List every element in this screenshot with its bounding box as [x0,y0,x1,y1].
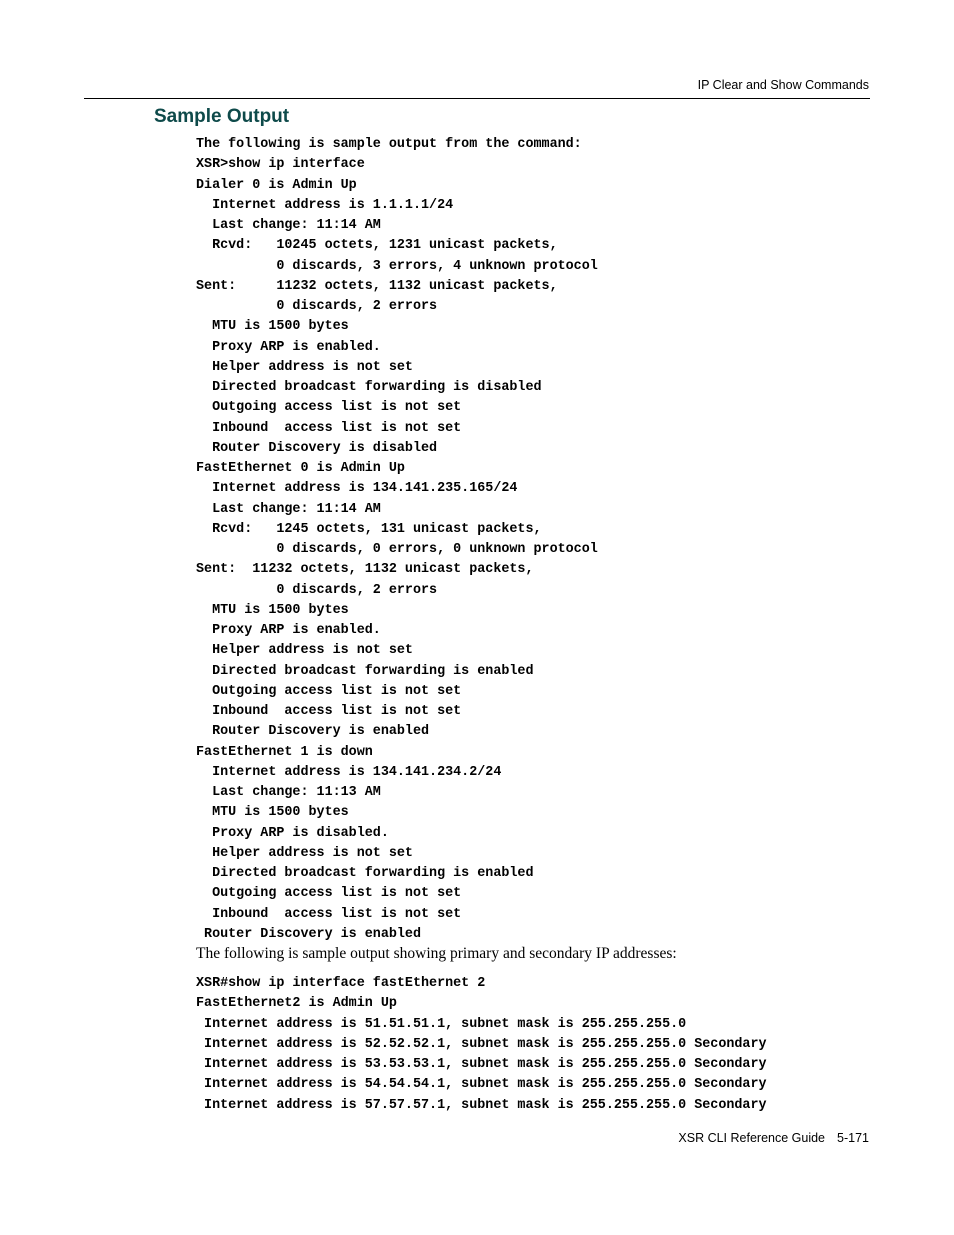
code-line: Inbound access list is not set [196,906,462,922]
code-line: Directed broadcast forwarding is disabled [196,380,542,395]
code-line: Dialer 0 is Admin Up [196,177,357,193]
code-line: MTU is 1500 bytes [196,602,349,618]
code-line: Internet address is 51.51.51.1, subnet mask is 255.255.255.0 [196,1016,687,1032]
code-line: Rcvd: 1245 octets, 131 unicast packets, [196,521,542,537]
code-line: Internet address is 57.57.57.1, subnet mask is 255.255.255.0 Secondary [196,1097,767,1113]
code-line: Sent: 11232 octets, 1132 unicast packets, [196,562,534,578]
code-line: MTU is 1500 bytes [196,805,349,821]
section-title: Sample Output [154,106,290,127]
code-line: Router Discovery is enabled [196,724,430,740]
code-line: Internet address is 54.54.54.1, subnet mask is 255.255.255.0 Secondary [196,1077,767,1093]
code-line: Rcvd: 10245 octets, 1231 unicast packets, [196,238,558,254]
code-line: Internet address is 134.141.234.2/24 [196,764,502,780]
code-line: Outgoing access list is not set [196,400,462,416]
footer-guide-title: XSR CLI Reference Guide [678,1131,826,1145]
code-line: Proxy ARP is disabled. [196,825,389,841]
code-line: Last change: 11:13 AM [196,785,381,800]
code-line: Outgoing access list is not set [196,886,462,902]
sample-output-code-block [196,135,598,945]
code-line: Directed broadcast forwarding is enabled [196,663,534,679]
code-line: Router Discovery is disabled [196,440,438,456]
code-line: FastEthernet 0 is Admin Up [196,461,405,476]
code-line: Last change: 11:14 AM [196,501,381,517]
code-line: 0 discards, 2 errors [196,582,438,598]
code-line: 0 discards, 0 errors, 0 unknown protocol [196,542,598,557]
code-line: Helper address is not set [196,643,413,659]
code-line: Proxy ARP is enabled. [196,623,381,638]
code-line: FastEthernet 1 is down [196,744,373,760]
code-line: Helper address is not set [196,359,413,375]
code-line: XSR>show ip interface [196,157,365,173]
code-line: Internet address is 53.53.53.1, subnet mask is 255.255.255.0 Secondary [196,1057,767,1072]
code-line: Proxy ARP is enabled. [196,339,381,355]
code-line: Helper address is not set [196,845,413,861]
running-header: IP Clear and Show Commands [697,78,869,92]
code-line: Sent: 11232 octets, 1132 unicast packets, [196,278,558,294]
code-line: 0 discards, 2 errors [196,299,438,314]
code-line: Last change: 11:14 AM [196,218,381,233]
code-line: Outgoing access list is not set [196,683,462,699]
code-line: Directed broadcast forwarding is enabled [196,866,534,881]
code-line: Router Discovery is enabled [196,926,421,942]
code-line: Internet address is 1.1.1.1/24 [196,197,454,213]
code-line: Internet address is 52.52.52.1, subnet mask is 255.255.255.0 Secondary [196,1036,767,1052]
body-paragraph: The following is sample output showing primary and secondary IP addresses: [196,945,677,962]
secondary-address-code-block [196,974,767,1116]
code-line: FastEthernet2 is Admin Up [196,996,397,1012]
header-rule [84,98,870,99]
code-line: Inbound access list is not set [196,420,462,436]
code-line: Inbound access list is not set [196,704,462,719]
code-line: Internet address is 134.141.235.165/24 [196,481,518,497]
page-number: 5-171 [837,1131,869,1145]
running-footer [678,1131,869,1145]
code-line: XSR#show ip interface fastEthernet 2 [196,976,486,991]
code-line: 0 discards, 3 errors, 4 unknown protocol [196,258,598,274]
code-line: The following is sample output from the command: [196,137,582,152]
code-line: MTU is 1500 bytes [196,319,349,335]
